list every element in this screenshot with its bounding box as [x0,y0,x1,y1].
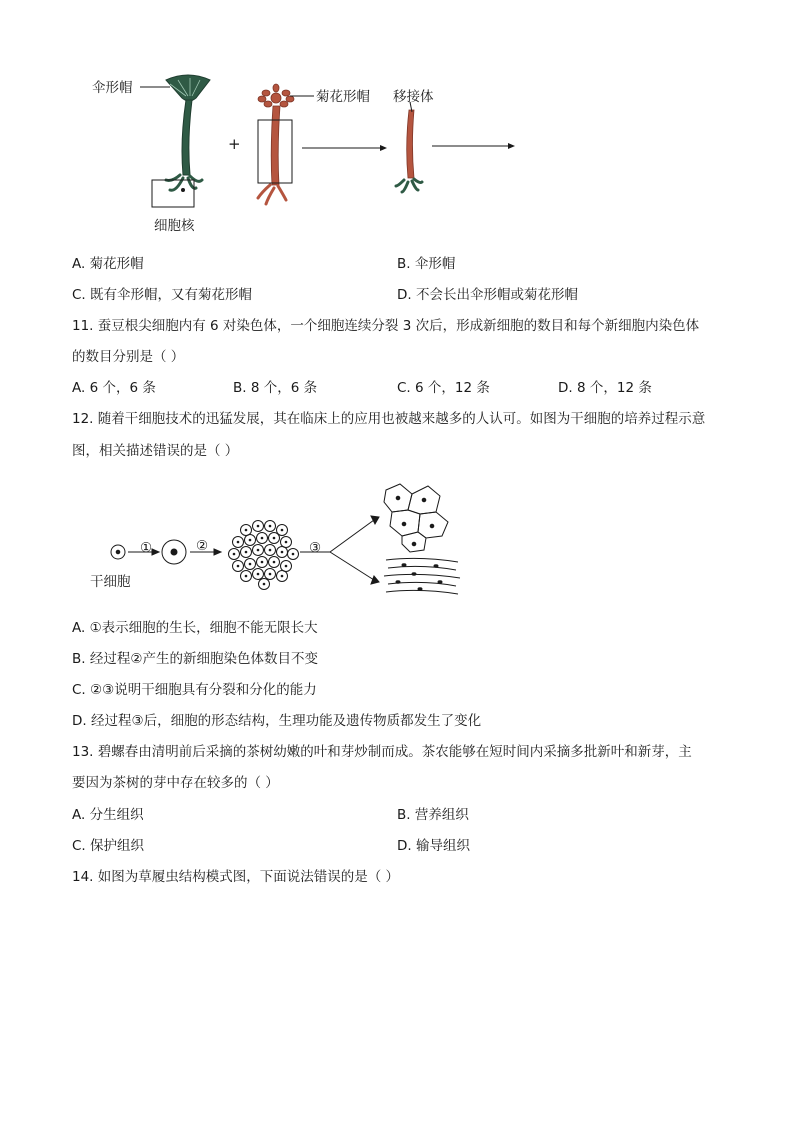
acetabularia-drawing [0,0,794,240]
q10-option-d[interactable]: D. 不会长出伞形帽或菊花形帽 [397,287,578,303]
q12-stem-line2: 图，相关描述错误的是（ ） [72,443,239,459]
q12-option-d[interactable]: D. 经过程③后，细胞的形态结构，生理功能及遗传物质都发生了变化 [72,713,482,729]
graft-alga [396,110,422,192]
q13-option-a[interactable]: A. 分生组织 [72,807,144,823]
label-nucleus: 细胞核 [154,218,195,234]
label-umbrella-cap: 伞形帽 [92,80,133,96]
q11-option-b[interactable]: B. 8 个，6 条 [233,380,318,396]
q14-stem-line1: 14. 如图为草履虫结构模式图，下面说法错误的是（ ） [72,869,400,885]
q13-option-b[interactable]: B. 营养组织 [397,807,469,823]
nucleus-dot [181,188,185,192]
q11-stem-line2: 的数目分别是（ ） [72,349,185,365]
q12-option-c[interactable]: C. ②③说明干细胞具有分裂和分化的能力 [72,682,317,698]
q13-stem-line1: 13. 碧螺春由清明前后采摘的茶树幼嫩的叶和芽炒制而成。茶农能够在短时间内采摘多批新叶和新芽，主 [72,744,692,760]
q11-option-d[interactable]: D. 8 个，12 条 [558,380,652,396]
q13-stem-line2: 要因为茶树的芽中存在较多的（ ） [72,775,279,791]
q12-option-a[interactable]: A. ①表示细胞的生长，细胞不能无限长大 [72,620,318,636]
chrysanthemum-alga [258,84,294,204]
step-2-label: ② [196,538,209,554]
polygonal-cells [384,484,448,552]
q13-option-c[interactable]: C. 保护组织 [72,838,145,854]
q10-option-a[interactable]: A. 菊花形帽 [72,256,144,272]
umbrella-alga [166,75,210,190]
stem-cell-drawing [0,470,794,630]
plus-sign: + [228,135,241,153]
label-chrysanthemum-cap: 菊花形帽 [316,89,370,105]
q13-option-d[interactable]: D. 输导组织 [397,838,470,854]
q11-option-c[interactable]: C. 6 个，12 条 [397,380,490,396]
q11-option-a[interactable]: A. 6 个，6 条 [72,380,156,396]
q12-stem-line1: 12. 随着干细胞技术的迅猛发展，其在临床上的应用也被越来越多的人认可。如图为干细胞的培养过程示意 [72,411,706,427]
q11-stem-line1: 11. 蚕豆根尖细胞内有 6 对染色体，一个细胞连续分裂 3 次后，形成新细胞的数目和每个新细胞内染色体 [72,318,700,334]
label-stem-cell: 干细胞 [90,574,131,590]
q12-option-b[interactable]: B. 经过程②产生的新细胞染色体数目不变 [72,651,318,667]
elongated-cells [384,558,460,594]
step-3-label: ③ [309,540,322,556]
nucleus-box [152,180,194,207]
label-graft: 移接体 [393,89,434,105]
q10-option-c[interactable]: C. 既有伞形帽，又有菊花形帽 [72,287,253,303]
cell-cluster [229,521,299,590]
step-1-label: ① [140,540,153,556]
q10-option-b[interactable]: B. 伞形帽 [397,256,456,272]
